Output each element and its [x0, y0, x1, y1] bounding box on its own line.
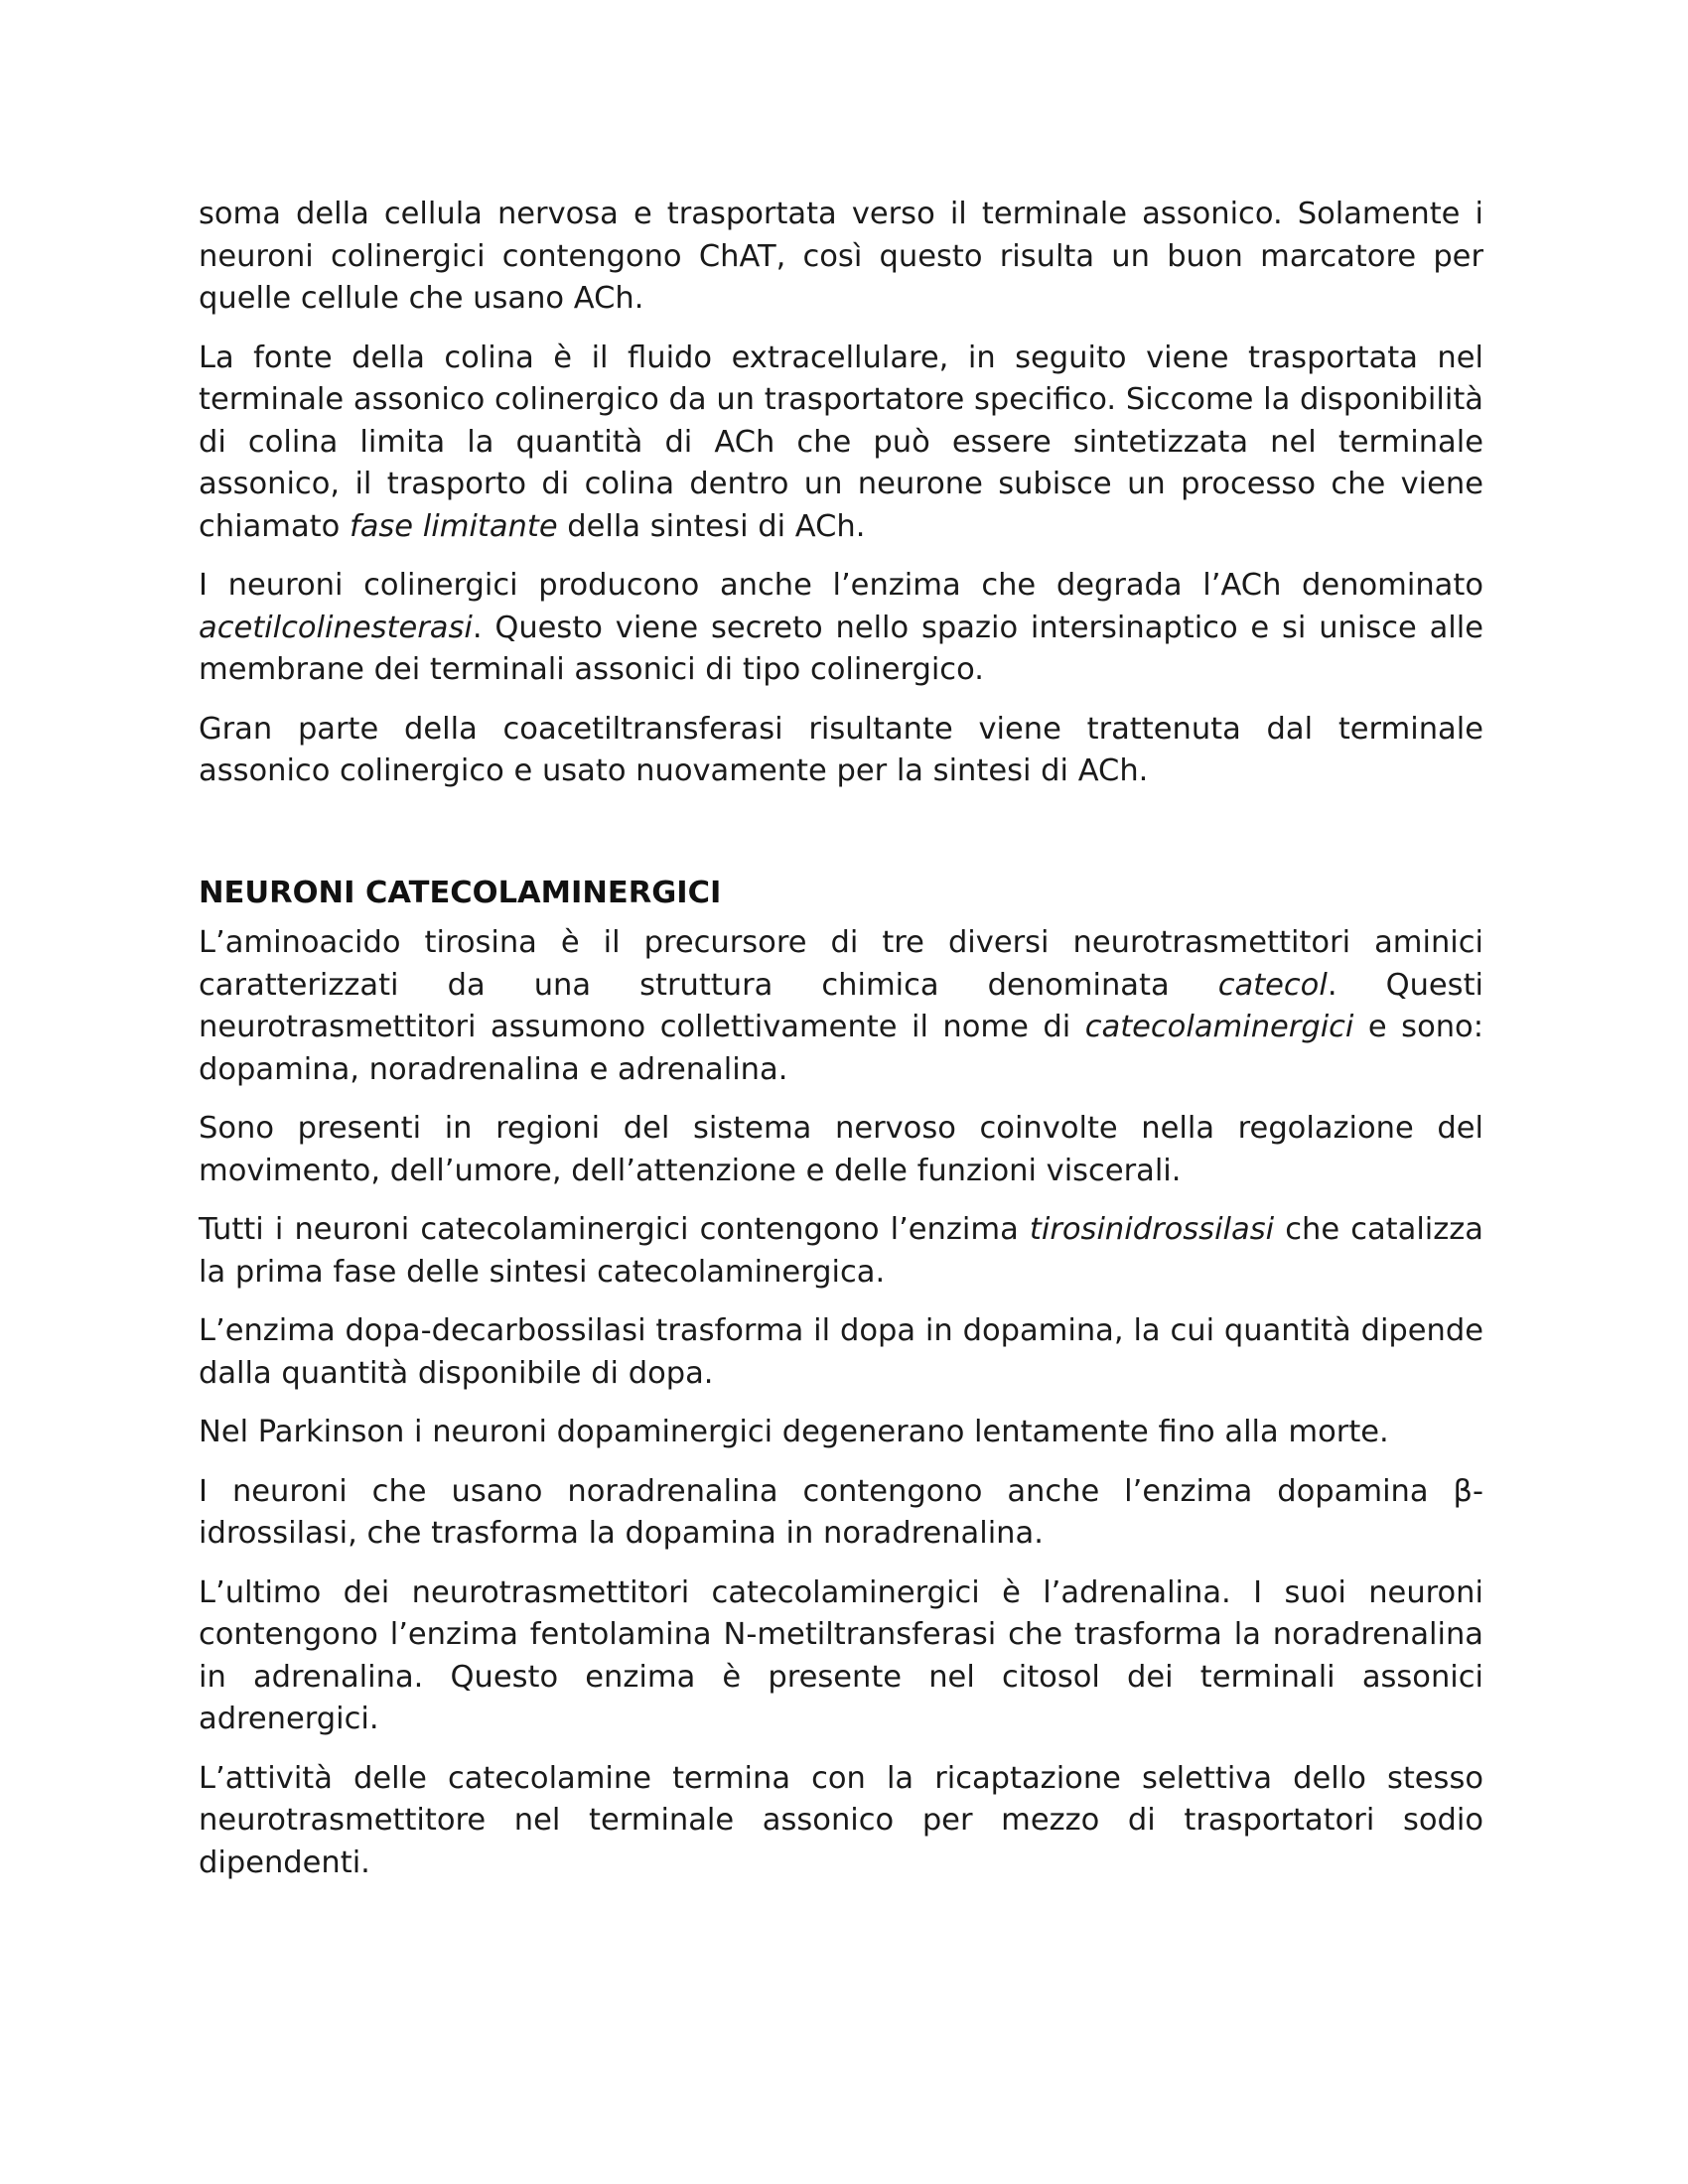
paragraph-regioni: [199, 1108, 1483, 1192]
text-run: La fonte della colina è il fluido extracellulare, in seguito viene trasportata nel terminale assonico colinergico da un trasportatore specifico. Siccome la disponibilità di colina limita la quantità di ACh che può essere sintetizzata nel terminale assonico, il trasporto di colina dentro un neurone subisce un processo che viene chiamato: [199, 340, 1483, 544]
text-run: . Questi neurotrasmettitori assumono collettivamente il nome di: [199, 967, 1483, 1044]
italic-term: catecol: [1217, 967, 1328, 1003]
text-run: L’ultimo dei neurotrasmettitori catecolaminergici è l’adrenalina. I suoi neuroni contengono l’enzima fentolamina N-metiltransferasi che trasforma la noradrenalina in adrenalina. Questo enzima è presente nel citosol dei terminali assonici adrenergici.: [199, 1574, 1483, 1736]
text-run: . Questo viene secreto nello spazio intersinaptico e si unisce alle membrane dei terminali assonici di tipo colinergico.: [199, 610, 1483, 687]
paragraph-dopa-decarbossilasi: [199, 1310, 1483, 1395]
paragraph-acetilcolinesterasi: [199, 565, 1483, 692]
paragraph-chat: [199, 194, 1483, 321]
text-run: I neuroni che usano noradrenalina contengono anche l’enzima dopamina β-idrossilasi, che trasforma la dopamina in noradrenalina.: [199, 1473, 1483, 1551]
italic-term: tirosinidrossilasi: [1029, 1212, 1275, 1247]
section-heading: NEURONI CATECOLAMINERGICI: [199, 875, 722, 910]
text-run: della sintesi di ACh.: [557, 508, 866, 544]
paragraph-ricaptazione: [199, 1758, 1483, 1885]
italic-term: fase limitante: [349, 508, 558, 544]
text-run: L’attività delle catecolamine termina con la ricaptazione selettiva dello stesso neurotrasmettitore nel terminale assonico per mezzo di trasportatori sodio dipendenti.: [199, 1760, 1483, 1880]
paragraph-tirosina: [199, 922, 1483, 1091]
page-content: [199, 194, 1483, 1901]
paragraph-colina: [199, 338, 1483, 549]
paragraph-adrenalina: [199, 1572, 1483, 1741]
text-run: Tutti i neuroni catecolaminergici contengono l’enzima: [199, 1212, 1030, 1247]
paragraph-noradrenalina: [199, 1471, 1483, 1556]
text-run: e sono: dopamina, noradrenalina e adrenalina.: [199, 1010, 1483, 1087]
text-run: Nel Parkinson i neuroni dopaminergici degenerano lentamente fino alla morte.: [199, 1415, 1389, 1449]
italic-term: acetilcolinesterasi: [199, 610, 473, 645]
paragraph-parkinson: [199, 1412, 1483, 1454]
text-run: Gran parte della coacetiltransferasi risultante viene trattenuta dal terminale assonico colinergico e usato nuovamente per la sintesi di ACh.: [199, 711, 1483, 788]
text-run: soma della cellula nervosa e trasportata verso il terminale assonico. Solamente i neuroni colinergici contengono ChAT, così questo risulta un buon marcatore per quelle cellule che usano ACh.: [199, 197, 1483, 316]
text-run: L’aminoacido tirosina è il precursore di tre diversi neurotrasmettitori aminici caratterizzati da una struttura chimica denominata: [199, 925, 1483, 1003]
italic-term: catecolaminergici: [1084, 1010, 1354, 1044]
text-run: che catalizza la prima fase delle sintesi catecolaminergica.: [199, 1212, 1483, 1290]
text-run: Sono presenti in regioni del sistema nervoso coinvolte nella regolazione del movimento, dell’umore, dell’attenzione e delle funzioni viscerali.: [199, 1111, 1483, 1188]
text-run: L’enzima dopa-decarbossilasi trasforma il dopa in dopamina, la cui quantità dipende dalla quantità disponibile di dopa.: [199, 1313, 1483, 1391]
paragraph-coacetiltransferasi: [199, 709, 1483, 793]
paragraph-tirosinidrossilasi: [199, 1209, 1483, 1294]
text-run: I neuroni colinergici producono anche l’enzima che degrada l’ACh denominato: [199, 568, 1483, 603]
